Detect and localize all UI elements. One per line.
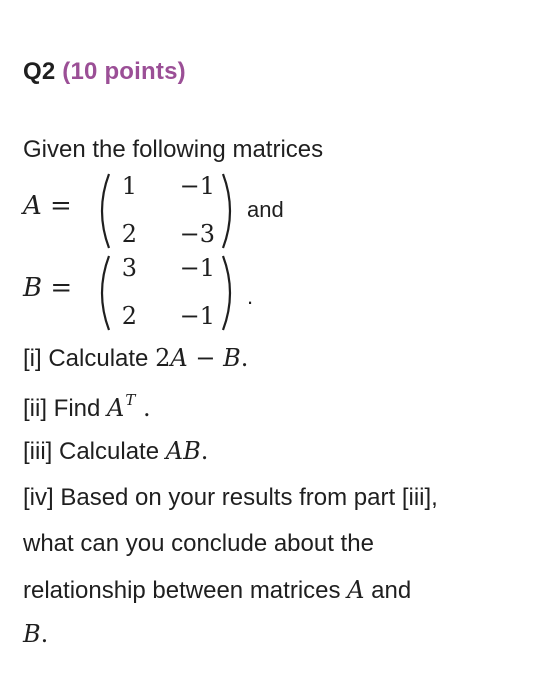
part-i-period: . xyxy=(240,344,249,372)
part-iv-line-3-text: relationship between matrices xyxy=(23,577,348,604)
part-iv-period: . xyxy=(40,620,49,648)
part-i-coef: 2 xyxy=(155,344,171,372)
part-iii-label: [iii] Calculate xyxy=(23,438,166,465)
matrix-a-variable: A xyxy=(23,191,42,221)
matrix-a-right-paren xyxy=(219,172,239,250)
matrix-b-variable: B xyxy=(23,273,43,303)
part-i xyxy=(23,344,248,373)
part-i-minus: − xyxy=(187,344,224,372)
intro-text: Given the following matrices xyxy=(23,136,324,163)
part-iii-period: . xyxy=(200,437,209,465)
part-iv-line-1: [iv] Based on your results from part [iii], xyxy=(23,484,438,511)
matrix-a-trailing-and: and xyxy=(247,197,284,222)
part-iv-line-4 xyxy=(23,620,48,649)
matrix-b-trailing-period: . xyxy=(247,284,254,309)
part-ii xyxy=(23,391,151,423)
part-i-math xyxy=(155,344,248,372)
part-iii xyxy=(23,437,208,466)
matrix-b-lhs xyxy=(23,273,72,303)
part-ii-period: . xyxy=(135,394,151,422)
matrix-a-cell-11: 1 xyxy=(121,172,137,200)
part-iii-math xyxy=(166,437,209,465)
part-iv-var-b: B xyxy=(23,620,41,648)
matrix-b-row xyxy=(23,252,503,334)
matrix-a-equals: = xyxy=(41,191,72,221)
matrix-a-lhs xyxy=(23,191,72,221)
matrix-b-cell-11: 3 xyxy=(121,254,137,282)
matrix-b-cell-22: −1 xyxy=(179,302,215,330)
part-iv-and: and xyxy=(364,577,412,604)
matrix-b-equals: = xyxy=(42,273,73,303)
question-heading xyxy=(23,58,186,86)
matrix-b-cell-21: 2 xyxy=(121,302,137,330)
question-number: Q2 xyxy=(23,58,56,85)
part-i-label: [i] Calculate xyxy=(23,345,156,372)
matrix-a-cell-21: 2 xyxy=(121,220,137,248)
matrix-b-cell-12: −1 xyxy=(179,254,215,282)
part-iv-var-a: A xyxy=(347,576,365,604)
part-i-var-b: B xyxy=(223,344,241,372)
part-ii-var-a: A xyxy=(107,394,125,422)
part-ii-math xyxy=(107,391,151,422)
part-iv-line-2: what can you conclude about the xyxy=(23,530,374,557)
part-ii-transpose-sup: T xyxy=(125,391,136,409)
matrix-a-cell-22: −3 xyxy=(179,220,215,248)
matrix-a-row xyxy=(23,170,503,252)
part-ii-label: [ii] Find xyxy=(23,395,108,422)
part-iv-line-3 xyxy=(23,576,411,605)
part-iii-product: AB xyxy=(165,437,201,465)
matrix-b-right-paren xyxy=(219,254,239,332)
part-i-var-a: A xyxy=(170,344,188,372)
matrix-a-cell-12: −1 xyxy=(179,172,215,200)
question-points: (10 points) xyxy=(62,58,186,85)
